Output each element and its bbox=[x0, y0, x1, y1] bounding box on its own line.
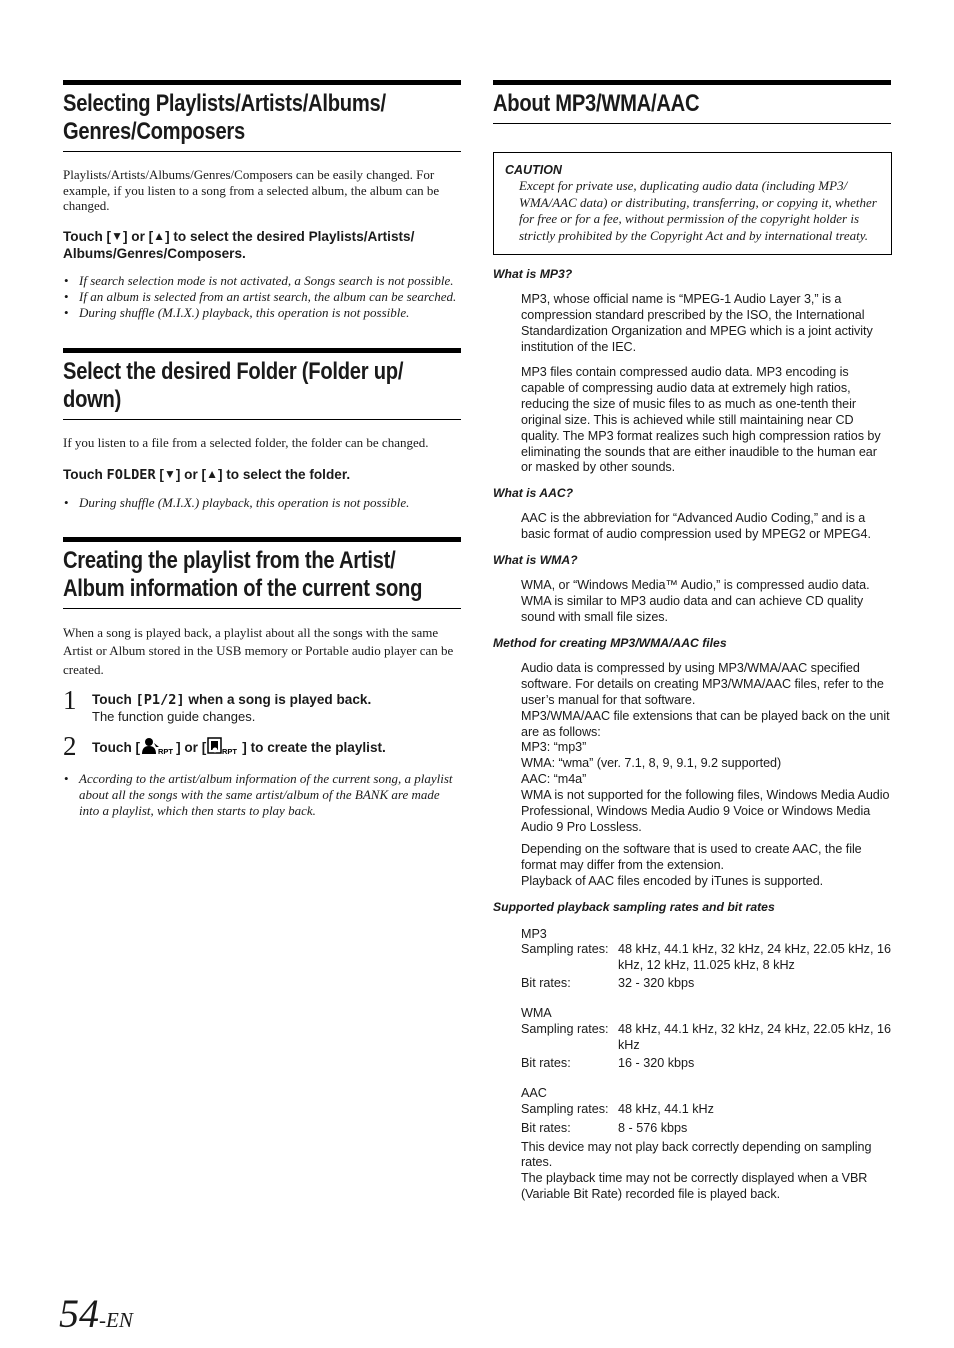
paragraph: MP3, whose official name is “MPEG-1 Audio Layer 3,” is a compression standard prescribed by the ISO, the International Standardization Organization and MPEG which is a joint activity institution of the IEC. bbox=[521, 292, 873, 355]
notes-list bbox=[63, 495, 461, 511]
svg-text:RPT: RPT bbox=[222, 747, 238, 755]
instruction: Touch [▼] or [▲] to select the desired Playlists/Artists/ Albums/Genres/Composers. bbox=[63, 228, 415, 261]
table-row bbox=[521, 1102, 714, 1118]
subheading-aac: What is AAC? bbox=[493, 486, 574, 501]
rate-value: 32 - 320 kbps bbox=[618, 976, 695, 991]
rate-key: Sampling rates: bbox=[521, 1101, 609, 1116]
notes-list bbox=[63, 273, 461, 321]
folder-key: FOLDER bbox=[106, 467, 156, 483]
subheading-method: Method for creating MP3/WMA/AAC files bbox=[493, 635, 727, 650]
wma-rates-table bbox=[521, 1022, 891, 1072]
left-column bbox=[63, 80, 461, 819]
rate-key: Bit rates: bbox=[521, 976, 571, 991]
rate-value: 8 - 576 kbps bbox=[618, 1120, 688, 1135]
section-selecting-playlists bbox=[63, 80, 461, 152]
album-repeat-icon bbox=[206, 737, 242, 759]
paragraph: WMA, or “Windows Media™ Audio,” is compressed audio data. WMA is similar to MP3 audio data and can achieve CD quality sound with small file sizes. bbox=[521, 578, 870, 624]
paragraph: MP3: “mp3” bbox=[521, 740, 587, 755]
notes-list bbox=[63, 771, 461, 819]
section-title bbox=[63, 90, 461, 146]
intro-paragraph: Playlists/Artists/Albums/Genres/Composers can be easily changed. For example, if you listen to a song from a selected album, the album can be changed. bbox=[63, 167, 440, 213]
paragraph: MP3/WMA/AAC file extensions that can be played back on the unit are as follows: bbox=[521, 708, 890, 739]
mp3-description bbox=[493, 292, 891, 476]
rate-key: Sampling rates: bbox=[521, 942, 609, 957]
rates-section bbox=[493, 927, 891, 1204]
intro-paragraph: When a song is played back, a playlist about all the songs with the same Artist or Album stored in the USB memory or Portable audio player can be created. bbox=[63, 624, 454, 677]
table-row bbox=[521, 1118, 714, 1137]
table-row bbox=[521, 1022, 891, 1054]
title-line: Genres/Composers bbox=[63, 118, 245, 145]
subheading-wma: What is WMA? bbox=[493, 553, 578, 568]
list-item: • If search selection mode is not activated, a Songs search is not possible. bbox=[63, 273, 461, 289]
page-number-suffix: -EN bbox=[99, 1308, 133, 1332]
wma-description bbox=[493, 578, 891, 626]
rate-key: Sampling rates: bbox=[521, 1022, 609, 1037]
svg-text:RPT: RPT bbox=[158, 747, 174, 755]
step-subtext: The function guide changes. bbox=[92, 709, 256, 724]
down-triangle-icon: ▼ bbox=[163, 467, 176, 481]
format-label: MP3 bbox=[521, 926, 547, 941]
section-creating-playlist bbox=[63, 537, 461, 609]
step-number: 1 bbox=[63, 685, 77, 715]
list-item: • During shuffle (M.I.X.) playback, this operation is not possible. bbox=[63, 495, 461, 511]
rate-value: 48 kHz, 44.1 kHz, 32 kHz, 24 kHz, 22.05 kHz, 16 kHz bbox=[618, 1022, 891, 1052]
section-select-folder bbox=[63, 348, 461, 420]
rate-value: 16 - 320 kbps bbox=[618, 1055, 695, 1070]
format-label: WMA bbox=[521, 1006, 552, 1021]
caution-text: Except for private use, duplicating audio data (including MP3/ WMA/AAC data) or distributing, transferring, or copying it, whether for free or for a fee, without permission of the copyright holder is strictly prohibited by the Copyright Act and by international treaty. bbox=[519, 178, 877, 243]
right-column bbox=[493, 80, 891, 1203]
rate-value: 48 kHz, 44.1 kHz, 32 kHz, 24 kHz, 22.05 kHz, 16 kHz, 12 kHz, 11.025 kHz, 8 kHz bbox=[618, 942, 891, 973]
step-number: 2 bbox=[63, 731, 77, 761]
step-1 bbox=[63, 685, 461, 725]
paragraph: Depending on the software that is used to create AAC, the file format may differ from the extension. bbox=[521, 841, 862, 872]
paragraph: AAC: “m4a” bbox=[521, 772, 587, 787]
artist-repeat-icon bbox=[140, 737, 176, 759]
section-title: About MP3/WMA/AAC bbox=[493, 90, 700, 117]
p1-2-key: [P1/2] bbox=[135, 692, 185, 708]
subheading-rates: Supported playback sampling rates and bit rates bbox=[493, 899, 775, 914]
rate-value: 48 kHz, 44.1 kHz bbox=[618, 1101, 714, 1116]
format-label: AAC bbox=[521, 1085, 547, 1100]
intro-paragraph: If you listen to a file from a selected folder, the folder can be changed. bbox=[63, 434, 429, 450]
paragraph: This device may not play back correctly depending on sampling rates. bbox=[521, 1139, 872, 1170]
page-number bbox=[59, 1290, 133, 1337]
step-2 bbox=[63, 731, 461, 761]
aac-rates-table bbox=[521, 1102, 714, 1137]
table-row bbox=[521, 974, 891, 992]
list-item: • If an album is selected from an artist search, the album can be searched. bbox=[63, 289, 461, 305]
table-row bbox=[521, 942, 891, 974]
paragraph: AAC is the abbreviation for “Advanced Audio Coding,” and is a basic format of audio compression used by MPEG2 or MPEG4. bbox=[521, 511, 871, 542]
down-triangle-icon: ▼ bbox=[111, 228, 123, 243]
up-triangle-icon: ▲ bbox=[153, 228, 166, 243]
list-item: • According to the artist/album information of the current song, a playlist about all the songs with the same artist/album of the BANK are made into a playlist, which then starts to play back. bbox=[63, 771, 461, 819]
page-number-value: 54 bbox=[59, 1291, 99, 1336]
method-description bbox=[493, 661, 891, 890]
instruction: Touch FOLDER [▼] or [▲] to select the folder. bbox=[63, 467, 351, 483]
up-triangle-icon: ▲ bbox=[206, 467, 218, 481]
paragraph: Playback of AAC files encoded by iTunes is supported. bbox=[521, 873, 824, 888]
paragraph: MP3 files contain compressed audio data. MP3 encoding is capable of compressing audio data at extremely high ratios, reducing the size of music files to as much as one-tenth their original size. This is achieved while still maintaining near CD quality. The MP3 format realizes such high compression ratios by eliminating the sounds that are either inaudible to the human ear or masked by other sounds. bbox=[521, 365, 881, 475]
section-about-mp3 bbox=[493, 80, 891, 124]
section-title: Creating the playlist from the Artist/ Album information of the current song bbox=[63, 546, 423, 602]
rate-key: Bit rates: bbox=[521, 1055, 571, 1070]
step-title: Touch [ RPT ] or [ RPT ] to create the playlist. bbox=[92, 737, 461, 759]
subheading-mp3: What is MP3? bbox=[493, 267, 573, 282]
paragraph: Audio data is compressed by using MP3/WMA/AAC specified software. For details on creating MP3/WMA/AAC files, refer to the user’s manual for that software. bbox=[521, 660, 884, 707]
paragraph: WMA: “wma” (ver. 7.1, 8, 9, 9.1, 9.2 supported) bbox=[521, 756, 782, 771]
paragraph: The playback time may not be correctly displayed when a VBR (Variable Bit Rate) recorded file is played back. bbox=[521, 1171, 868, 1202]
title-line: Selecting Playlists/Artists/Albums/ bbox=[63, 90, 386, 117]
section-title: Select the desired Folder (Folder up/ down) bbox=[63, 357, 404, 413]
aac-description bbox=[493, 511, 891, 543]
step-title: Touch [P1/2] when a song is played back. bbox=[92, 692, 372, 708]
mp3-rates-table bbox=[521, 942, 891, 992]
list-item: • During shuffle (M.I.X.) playback, this operation is not possible. bbox=[63, 305, 461, 321]
caution-label: CAUTION bbox=[505, 163, 562, 177]
caution-box bbox=[493, 152, 892, 255]
paragraph: WMA is not supported for the following files, Windows Media Audio Professional, Windows Media Audio 9 Voice or Windows Media Audio 9 Pro Lossless. bbox=[521, 788, 890, 834]
table-row bbox=[521, 1054, 891, 1072]
rate-key: Bit rates: bbox=[521, 1120, 571, 1135]
